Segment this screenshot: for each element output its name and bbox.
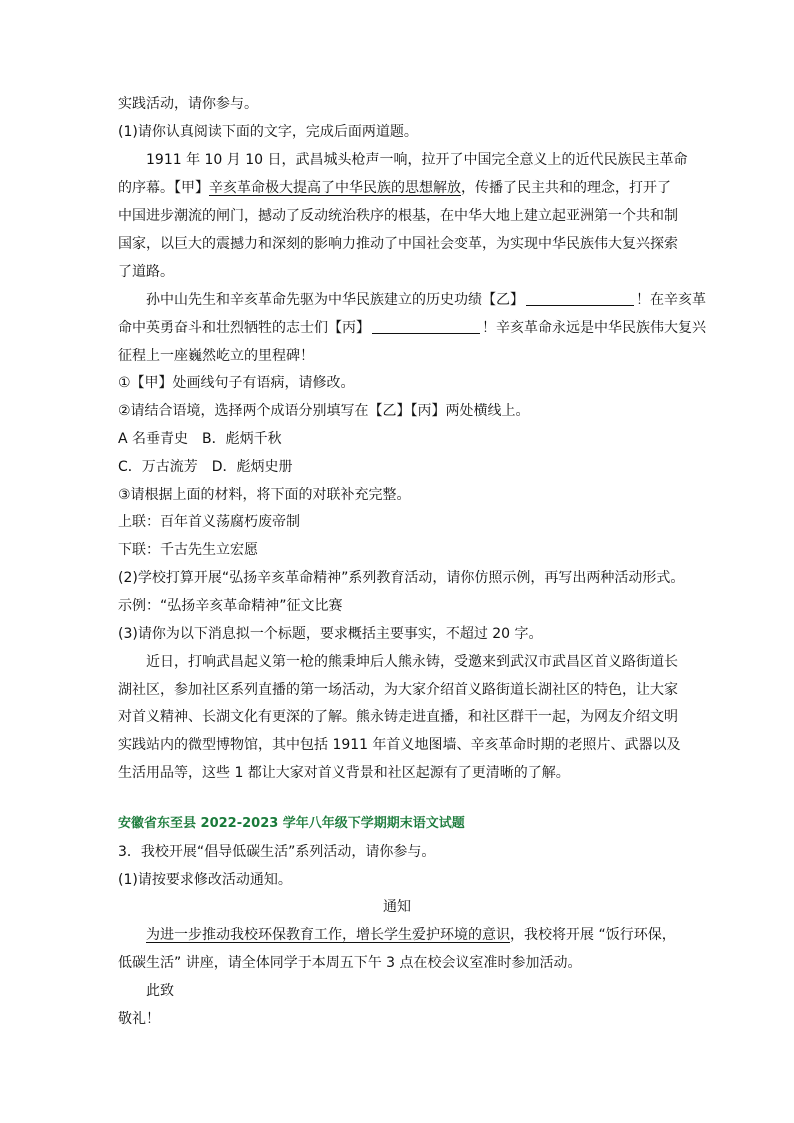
section-heading: 安徽省东至县 2022-2023 学年八年级下学期期末语文试题 [118, 816, 465, 831]
news-line: 对首义精神、长湖文化有更深的了解。熊永铸走进直播，和社区群干一起，为网友介绍文明 [118, 709, 678, 725]
passage-line: 的序幕。【甲】辛亥革命极大提高了中华民族的思想解放，传播了民主共和的理念，打开了 [118, 180, 671, 196]
sub-question-3: ③请根据上面的材料，将下面的对联补充完整。 [118, 487, 411, 503]
question-1-prompt: (1)请你认真阅读下面的文字，完成后面两道题。 [118, 124, 418, 140]
sub-question-1: ①【甲】处画线句子有语病，请修改。 [118, 375, 355, 391]
question-2-example: 示例：“弘扬辛亥革命精神”征文比赛 [118, 598, 343, 614]
news-line: 湖社区，参加社区系列直播的第一场活动，为大家介绍首义路街道长湖社区的特色，让大家 [118, 682, 678, 698]
intro-text: 实践活动，请你参与。 [118, 96, 258, 112]
couplet-lower: 下联：千古先生立宏愿 [118, 542, 258, 558]
passage-line: 了道路。 [118, 264, 174, 280]
question-2: (2)学校打算开展“弘扬辛亥革命精神”系列教育活动，请你仿照示例，再写出两种活动形式。 [118, 570, 685, 586]
notice-title: 通知 [383, 899, 411, 915]
news-line: 实践站内的微型博物馆，其中包括 1911 年首义地图墙、辛亥革命时期的老照片、武器以及 [118, 737, 681, 753]
passage-line: 1911 年 10 月 10 日，武昌城头枪声一响，拉开了中国完全意义上的近代民族民主革命 [146, 152, 688, 168]
news-line: 生活用品等，这些 1 都让大家对首义背景和社区起源有了更清晰的了解。 [118, 765, 570, 781]
question-3-title: 3．我校开展“倡导低碳生活”系列活动，请你参与。 [118, 844, 436, 860]
options-line: C．万古流芳 D．彪炳史册 [118, 459, 293, 475]
passage-line: 征程上一座巍然屹立的里程碑！ [118, 348, 314, 364]
sub-question-2: ②请结合语境，选择两个成语分别填写在【乙】【丙】两处横线上。 [118, 403, 530, 419]
closing-cizhi: 此致 [146, 983, 174, 999]
options-line: A 名垂青史 B．彪炳千秋 [118, 431, 282, 447]
blank-yi [526, 291, 634, 306]
underlined-sentence-jia: 辛亥革命极大提高了中华民族的思想解放 [209, 180, 461, 196]
question-3-1: (1)请按要求修改活动通知。 [118, 872, 292, 888]
passage-line: 孙中山先生和辛亥革命先驱为中华民族建立的历史功绩【乙】 ！在辛亥革 [146, 292, 706, 308]
passage-line: 中国进步潮流的闸门，撼动了反动统治秩序的根基，在中华大地上建立起亚洲第一个共和制 [118, 208, 678, 224]
passage-line: 命中英勇奋斗和壮烈牺牲的志士们【丙】 ！辛亥革命永远是中华民族伟大复兴 [118, 320, 706, 336]
passage-line: 国家，以巨大的震撼力和深刻的影响力推动了中国社会变革，为实现中华民族伟大复兴探索 [118, 236, 678, 252]
underlined-notice-sentence: 为进一步推动我校环保教育工作，增长学生爱护环境的意识 [146, 927, 510, 943]
blank-bing [372, 319, 480, 334]
notice-line: 低碳生活” 讲座，请全体同学于本周五下午 3 点在校会议室准时参加活动。 [118, 955, 582, 971]
closing-jingli: 敬礼！ [118, 1011, 160, 1027]
notice-line: 为进一步推动我校环保教育工作，增长学生爱护环境的意识，我校将开展 “饭行环保， [146, 927, 676, 943]
couplet-upper: 上联：百年首义荡腐朽废帝制 [118, 514, 300, 530]
news-line: 近日，打响武昌起义第一枪的熊秉坤后人熊永铸，受邀来到武汉市武昌区首义路街道长 [146, 654, 678, 670]
question-3: (3)请你为以下消息拟一个标题，要求概括主要事实，不超过 20 字。 [118, 626, 543, 642]
